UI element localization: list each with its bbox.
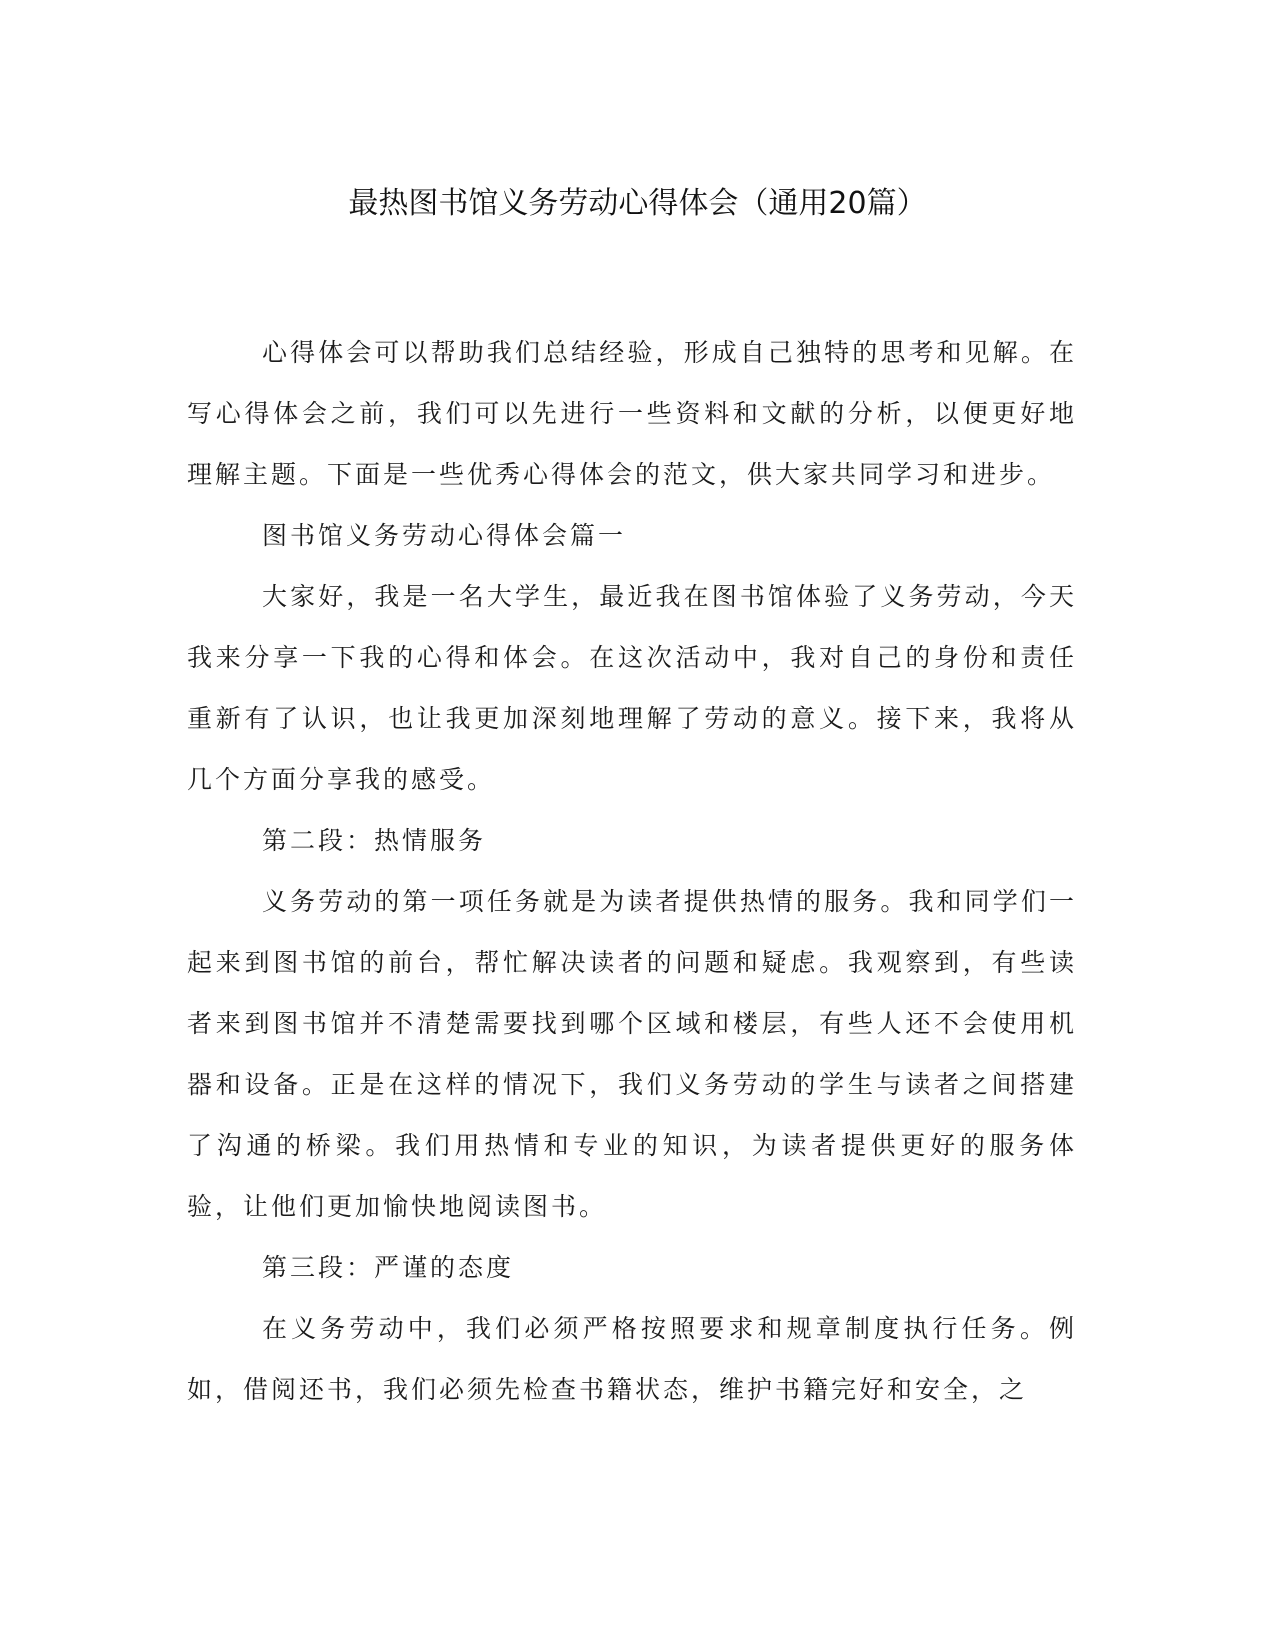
document-body [187, 322, 1077, 1420]
body-paragraph: 大家好，我是一名大学生，最近我在图书馆体验了义务劳动，今天我来分享一下我的心得和体会。在这次活动中，我对自己的身份和责任重新有了认识，也让我更加深刻地理解了劳动的意义。接下来，我将从几个方面分享我的感受。 [187, 582, 1077, 794]
intro-paragraph: 心得体会可以帮助我们总结经验，形成自己独特的思考和见解。在写心得体会之前，我们可以先进行一些资料和文献的分析，以便更好地理解主题。下面是一些优秀心得体会的范文，供大家共同学习和进步。 [187, 338, 1077, 489]
section-heading: 第三段：严谨的态度 [262, 1253, 515, 1282]
body-paragraph: 义务劳动的第一项任务就是为读者提供热情的服务。我和同学们一起来到图书馆的前台，帮忙解决读者的问题和疑虑。我观察到，有些读者来到图书馆并不清楚需要找到哪个区域和楼层，有些人还不会使用机器和设备。正是在这样的情况下，我们义务劳动的学生与读者之间搭建了沟通的桥梁。我们用热情和专业的知识，为读者提供更好的服务体验，让他们更加愉快地阅读图书。 [187, 887, 1077, 1221]
document-title: 最热图书馆义务劳动心得体会（通用20篇） [348, 186, 927, 221]
section-heading: 第二段：热情服务 [262, 826, 487, 855]
section-heading: 图书馆义务劳动心得体会篇一 [262, 521, 627, 550]
body-paragraph: 在义务劳动中，我们必须严格按照要求和规章制度执行任务。例如，借阅还书，我们必须先检查书籍状态，维护书籍完好和安全，之 [187, 1314, 1077, 1404]
